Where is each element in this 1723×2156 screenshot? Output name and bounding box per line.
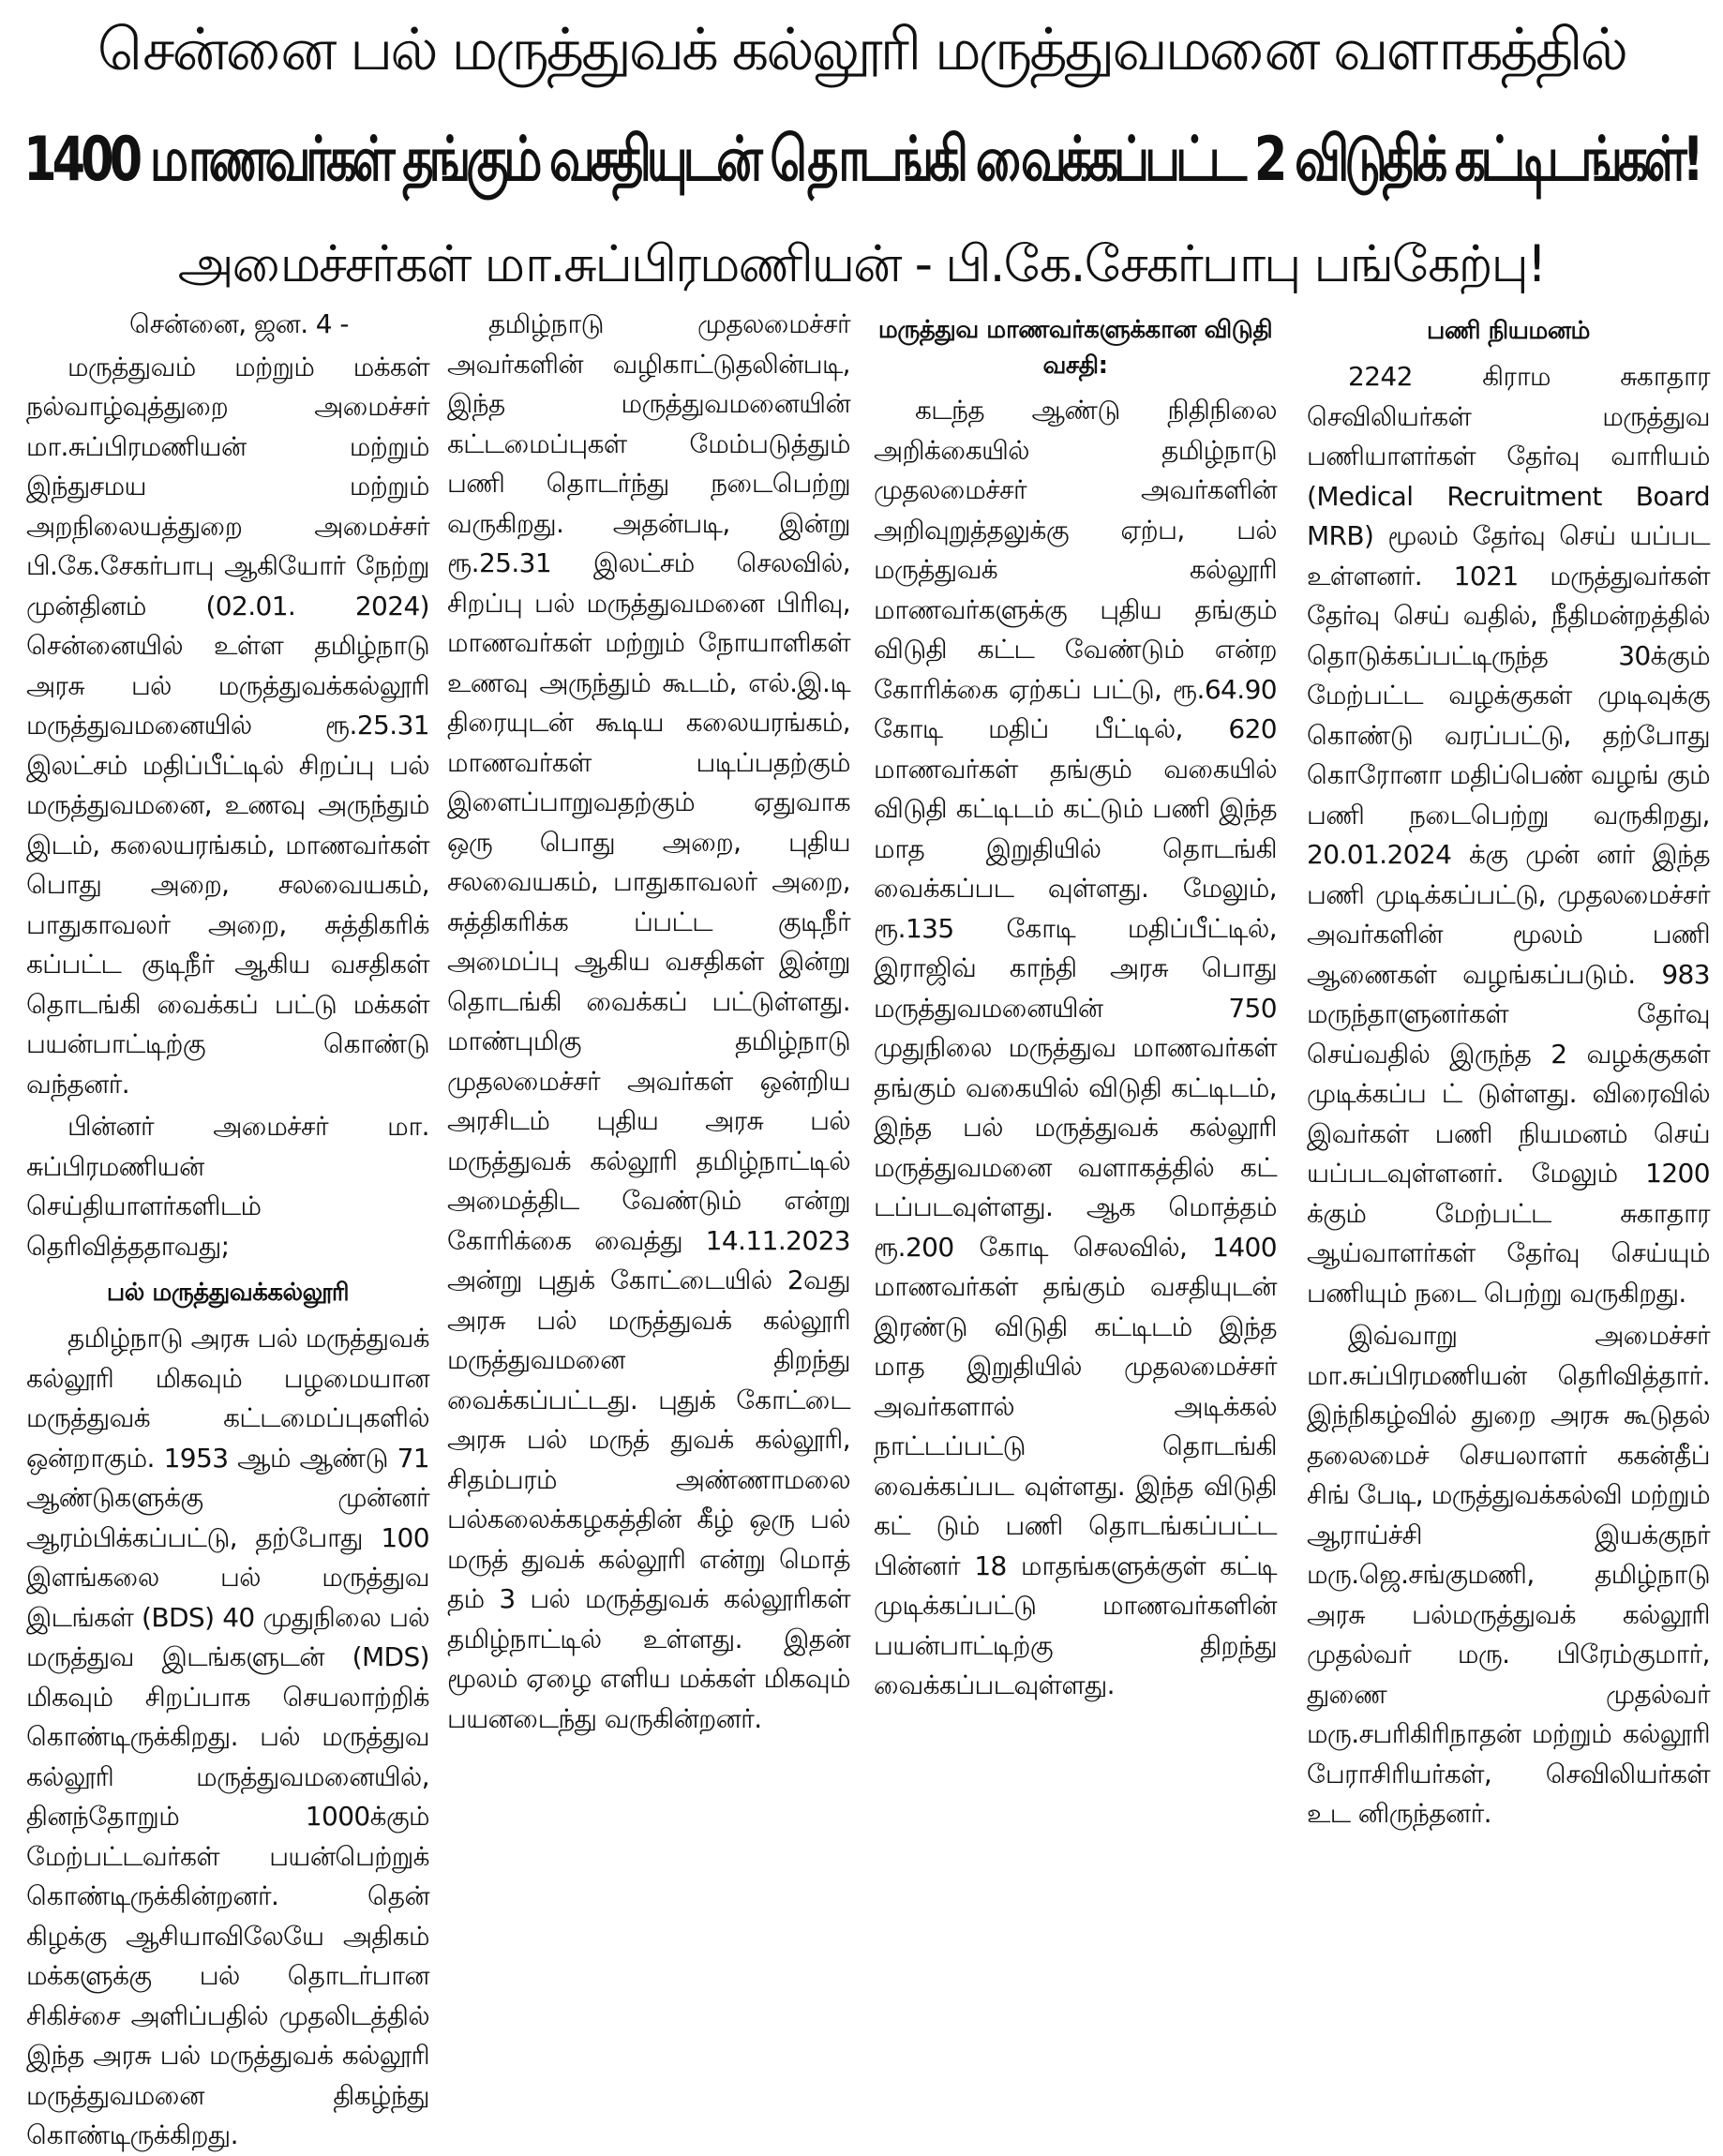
article-paragraph-5: கடந்த ஆண்டு நிதிநிலை அறிக்கையில் தமிழ்நாடு முதலமைச்சர் அவர்களின் அறிவுறுத்தலுக்கு ஏற்ப, பல் மருத்துவக் கல்லூரி மாணவர்களுக்கு புதிய தங்கும் விடுதி கட்ட வேண்டும் என்ற கோரிக்கை ஏற்கப் பட்டு, ரூ.64.90 கோடி மதிப் பீட்டில், 620 மாணவர்கள் தங்கும் வகையில் விடுதி கட்டிடம் கட்டும் பணி இந்த மாத இறுதியில் தொடங்கி வைக்கப்பட வுள்ளது. மேலும், ரூ.135 கோடி மதிப்பீட்டில், இராஜிவ் காந்தி அரசு பொது மருத்துவமனையின் 750 முதுநிலை மருத்துவ மாணவர்கள் தங்கும் வகையில் விடுதி கட்டிடம், இந்த பல் மருத்துவக் கல்லூரி மருத்துவமனை வளாகத்தில் கட் டப்படவுள்ளது. ஆக மொத்தம் ரூ.200 கோடி செலவில், 1400 மாணவர்கள் தங்கும் வசதியுடன் இரண்டு விடுதி கட்டிடம் இந்த மாத இறுதியில் முதலமைச்சர் அவர்களால் அடிக்கல் நாட்டப்பட்டு தொடங்கி வைக்கப்பட வுள்ளது. இந்த விடுதி கட் டும் பணி தொடங்கப்பட்ட பின்னர் 18 மாதங்களுக்குள் கட்டி முடிக்கப்பட்டு மாணவர்களின் பயன்பாட்டிற்கு திறந்து வைக்கப்படவுள்ளது. xyxy=(874,395,1277,1700)
section-heading-recruitment: பணி நியமனம் xyxy=(1427,317,1590,345)
dateline: சென்னை, ஜன. 4 - xyxy=(129,308,349,339)
article-paragraph-3: தமிழ்நாடு அரசு பல் மருத்துவக் கல்லூரி மிகவும் பழமையான மருத்துவக் கட்டமைப்புகளில் ஒன்றாகும். 1953 ஆம் ஆண்டு 71 ஆண்டுகளுக்கு முன்னர் ஆரம்பிக்கப்பட்டு, தற்போது 100 இளங்கலை பல் மருத்துவ இடங்கள் (BDS) 40 முதுநிலை பல் மருத்துவ இடங்களுடன் (MDS) மிகவும் சிறப்பாக செயலாற்றிக் கொண்டிருக்கிறது. பல் மருத்துவ கல்லூரி மருத்துவமனையில், தினந்தோறும் 1000க்கும் மேற்பட்டவர்கள் பயன்பெற்றுக் கொண்டிருக்கின்றனர். தென் கிழக்கு ஆசியாவிலேயே அதிகம் மக்களுக்கு பல் தொடர்பான சிகிச்சை அளிப்பதில் முதலிடத்தில் இந்த அரசு பல் மருத்துவக் கல்லூரி மருத்துவமனை திகழ்ந்து கொண்டிருக்கிறது. xyxy=(26,1323,429,2150)
article-paragraph-2: பின்னர் அமைச்சர் மா. சுப்பிரமணியன் செய்தியாளர்களிடம் தெரிவித்ததாவது; xyxy=(26,1111,429,1262)
section-heading-hostel: மருத்துவ மாணவர்களுக்கான விடுதி வசதி: xyxy=(877,316,1273,380)
article-column-2 xyxy=(447,305,850,2020)
article-paragraph-7: இவ்வாறு அமைச்சர் மா.சுப்பிரமணியன் தெரிவித்தார். இந்நிகழ்வில் துறை அரசு கூடுதல் தலைமைச் செயலாளர் ககன்தீப் சிங் பேடி, மருத்துவக்கல்வி மற்றும் ஆராய்ச்சி இயக்குநர் மரு.ஜெ.சங்குமணி, தமிழ்நாடு அரசு பல்மருத்துவக் கல்லூரி முதல்வர் மரு. பிரேம்குமார், துணை முதல்வர் மரு.சபரிகிரிநாதன் மற்றும் கல்லூரி பேராசிரியர்கள், செவிலியர்கள் உட னிருந்தனர். xyxy=(1307,1320,1710,1829)
kicker-headline: சென்னை பல் மருத்துவக் கல்லூரி மருத்துவமனை வளாகத்தில் xyxy=(97,15,1626,83)
article-paragraph-4: தமிழ்நாடு முதலமைச்சர் அவர்களின் வழிகாட்டுதலின்படி, இந்த மருத்துவமனையின் கட்டமைப்புகள் மேம்படுத்தும் பணி தொடர்ந்து நடைபெற்று வருகிறது. அதன்படி, இன்று ரூ.25.31 இலட்சம் செலவில், சிறப்பு பல் மருத்துவமனை பிரிவு, மாணவர்கள் மற்றும் நோயாளிகள் உணவு அருந்தும் கூடம், எல்.இ.டி திரையுடன் கூடிய கலையரங்கம், மாணவர்கள் படிப்பதற்கும் இளைப்பாறுவதற்கும் ஏதுவாக ஒரு பொது அறை, புதிய சலவையகம், பாதுகாவலர் அறை, சுத்திகரிக்க ப்பட்ட குடிநீர் அமைப்பு ஆகிய வசதிகள் இன்று தொடங்கி வைக்கப் பட்டுள்ளது. மாண்புமிகு தமிழ்நாடு முதலமைச்சர் அவர்கள் ஒன்றிய அரசிடம் புதிய அரசு பல் மருத்துவக் கல்லூரி தமிழ்நாட்டில் அமைத்திட வேண்டும் என்று கோரிக்கை வைத்து 14.11.2023 அன்று புதுக் கோட்டையில் 2வது அரசு பல் மருத்துவக் கல்லூரி மருத்துவமனை திறந்து வைக்கப்பட்டது. புதுக் கோட்டை அரசு பல் மருத் துவக் கல்லூரி, சிதம்பரம் அண்ணாமலை பல்கலைக்கழகத்தின் கீழ் ஒரு பல் மருத் துவக் கல்லூரி என்று மொத் தம் 3 பல் மருத்துவக் கல்லூரிகள் தமிழ்நாட்டில் உள்ளது. இதன் மூலம் ஏழை எளிய மக்கள் மிகவும் பயனடைந்து வருகின்றனர். xyxy=(447,308,850,1734)
article-paragraph-1: மருத்துவம் மற்றும் மக்கள் நல்வாழ்வுத்துறை அமைச்சர் மா.சுப்பிரமணியன் மற்றும் இந்துசமய மற்றும் அறநிலையத்துறை அமைச்சர் பி.கே.சேகர்பாபு ஆகியோர் நேற்று முன்தினம் (02.01. 2024) சென்னையில் உள்ள தமிழ்நாடு அரசு பல் மருத்துவக்கல்லூரி மருத்துவமனையில் ரூ.25.31 இலட்சம் மதிப்பீட்டில் சிறப்பு பல் மருத்துவமனை, உணவு அருந்தும் இடம், கலையரங்கம், மாணவர்கள் பொது அறை, சலவையகம், பாதுகாவலர் அறை, சுத்திகரிக் கப்பட்ட குடிநீர் ஆகிய வசதிகள் தொடங்கி வைக்கப் பட்டு மக்கள் பயன்பாட்டிற்கு கொண்டு வந்தனர். xyxy=(26,351,429,1100)
article-paragraph-6: 2242 கிராம சுகாதார செவிலியர்கள் மருத்துவ பணியாளர்கள் தேர்வு வாரியம் (Medical Recruitment Board MRB) மூலம் தேர்வு செய் யப்பட உள்ளனர். 1021 மருத்துவர்கள் தேர்வு செய் வதில், நீதிமன்றத்தில் தொடுக்கப்பட்டிருந்த 30க்கும் மேற்பட்ட வழக்குகள் முடிவுக்கு கொண்டு வரப்பட்டு, தற்போது கொரோனா மதிப்பெண் வழங் கும் பணி நடைபெற்று வருகிறது, 20.01.2024 க்கு முன் னர் இந்த பணி முடிக்கப்பட்டு, முதலமைச்சர் அவர்களின் மூலம் பணி ஆணைகள் வழங்கப்படும். 983 மருந்தாளுனர்கள் தேர்வு செய்வதில் இருந்த 2 வழக்குகள் முடிக்கப்ப ட் டுள்ளது. விரைவில் இவர்கள் பணி நியமனம் செய் யப்படவுள்ளனர். மேலும் 1200 க்கும் மேற்பட்ட சுகாதார ஆய்வாளர்கள் தேர்வு செய்யும் பணியும் நடை பெற்று வருகிறது. xyxy=(1307,361,1710,1309)
section-heading-dental-college: பல் மருத்துவக்கல்லூரி xyxy=(106,1279,350,1307)
main-headline: 1400 மாணவர்கள் தங்கும் வசதியுடன் தொடங்கி வைக்கப்பட்ட 2 விடுதிக் கட்டிடங்கள்! xyxy=(23,124,1700,195)
article-column-4 xyxy=(1307,305,1710,2020)
sub-headline: அமைச்சர்கள் மா.சுப்பிரமணியன் - பி.கே.சேகர்பாபு பங்கேற்பு! xyxy=(177,234,1546,293)
article-column-1 xyxy=(26,305,429,2150)
article-column-3 xyxy=(874,305,1277,2020)
